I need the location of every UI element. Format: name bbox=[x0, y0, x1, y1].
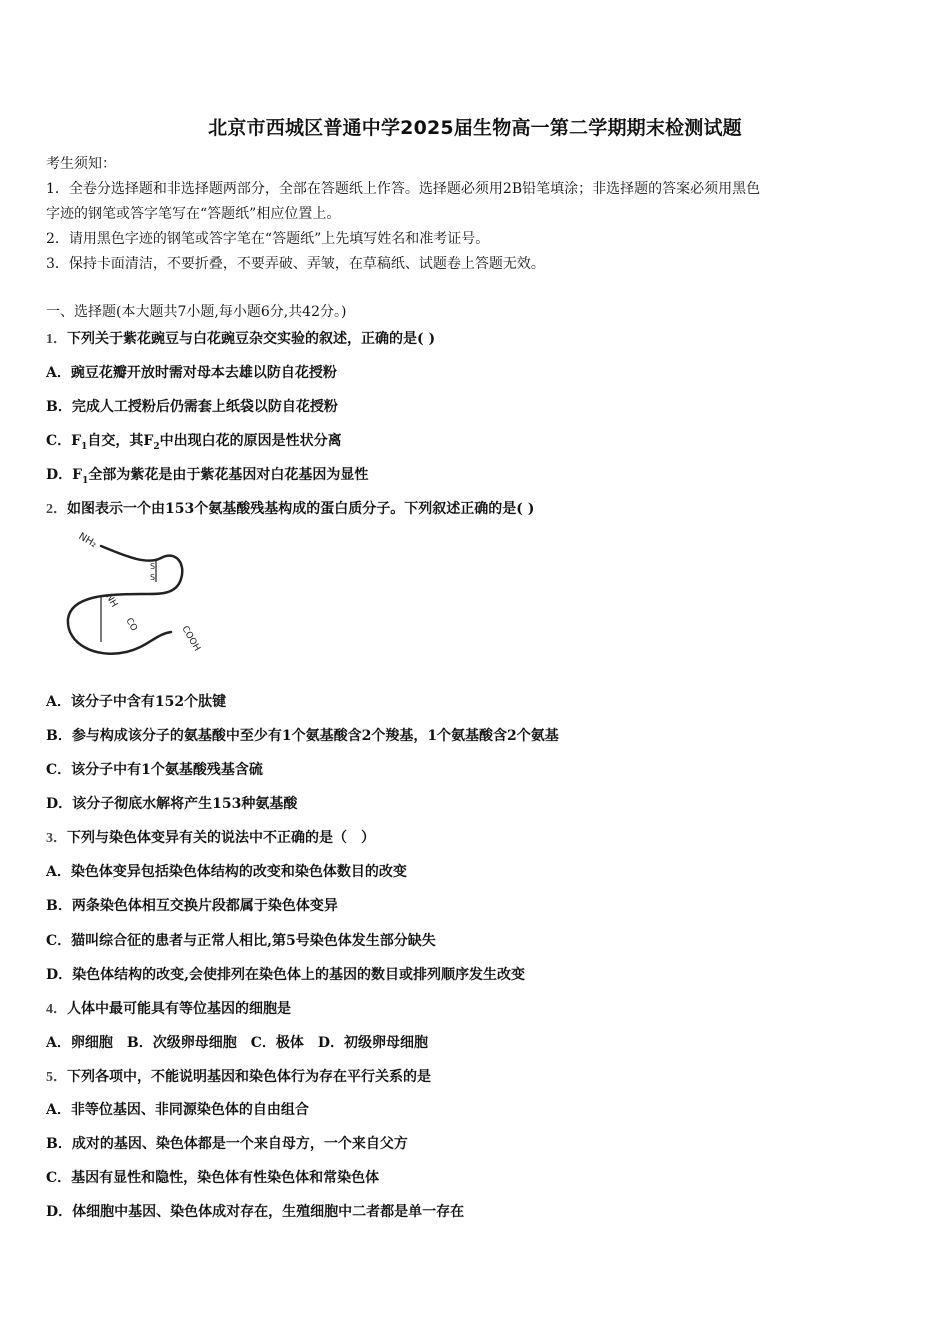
q2-option-b: B．参与构成该分子的氨基酸中至少有1个氨基酸含2个羧基，1个氨基酸含2个氨基 bbox=[46, 728, 559, 744]
q4-option-a: A．卵细胞 bbox=[46, 1035, 113, 1051]
q5-option-a: A．非等位基因、非同源染色体的自由组合 bbox=[46, 1102, 309, 1118]
q5-number: 5． bbox=[46, 1070, 67, 1085]
q1-c-sub1: 1 bbox=[81, 441, 88, 452]
notice-heading: 考生须知： bbox=[46, 156, 116, 172]
q2-stem bbox=[46, 498, 534, 518]
q2-option-a: A．该分子中含有152个肽键 bbox=[46, 694, 227, 710]
q5-stem bbox=[46, 1066, 431, 1086]
notice-block bbox=[46, 152, 906, 277]
q4-stem-text: 人体中最可能具有等位基因的细胞是 bbox=[67, 1001, 291, 1017]
q1-c-pre: C．F bbox=[46, 433, 82, 449]
q1-number: 1． bbox=[46, 332, 67, 347]
section-heading: 一、选择题(本大题共7小题,每小题6分,共42分。) bbox=[46, 304, 347, 320]
q3-stem bbox=[46, 827, 375, 847]
notice-item-3: 3．保持卡面清洁，不要折叠，不要弄破、弄皱，在草稿纸、试题卷上答题无效。 bbox=[46, 256, 545, 272]
q3-option-d: D．染色体结构的改变,会使排列在染色体上的基因的数目或排列顺序发生改变 bbox=[46, 967, 526, 983]
q1-option-d bbox=[46, 464, 368, 486]
co-label: CO bbox=[123, 616, 139, 634]
q5-option-c: C．基因有显性和隐性，染色体有性染色体和常染色体 bbox=[46, 1170, 380, 1186]
q5-stem-text: 下列各项中，不能说明基因和染色体行为存在平行关系的是 bbox=[67, 1069, 431, 1085]
q3-number: 3． bbox=[46, 831, 67, 846]
q4-option-c: C．极体 bbox=[250, 1035, 304, 1051]
notice-item-1: 1．全卷分选择题和非选择题两部分，全部在答题纸上作答。选择题必须用2B铅笔填涂；非选择题的答案必须用黑色 bbox=[46, 181, 761, 197]
q1-option-a: A．豌豆花瓣开放时需对母本去雄以防自花授粉 bbox=[46, 365, 337, 381]
q1-d-pre: D．F bbox=[46, 467, 83, 483]
q3-option-c: C．猫叫综合征的患者与正常人相比,第5号染色体发生部分缺失 bbox=[46, 933, 436, 949]
q1-option-c bbox=[46, 430, 342, 452]
q4-number: 4． bbox=[46, 1002, 67, 1017]
q4-stem bbox=[46, 998, 291, 1018]
q1-c-post: 中出现白花的原因是性状分离 bbox=[159, 433, 342, 449]
q1-d-sub: 1 bbox=[82, 475, 89, 486]
nh-label: NH bbox=[103, 592, 119, 610]
q1-stem bbox=[46, 328, 435, 348]
q5-option-b: B．成对的基因、染色体都是一个来自母方，一个来自父方 bbox=[46, 1136, 408, 1152]
q4-option-d: D．初级卵母细胞 bbox=[317, 1035, 429, 1051]
q4-option-b: B．次级卵母细胞 bbox=[126, 1035, 237, 1051]
nh2-label: NH₂ bbox=[76, 531, 99, 551]
q5-option-d: D．体细胞中基因、染色体成对存在，生殖细胞中二者都是单一存在 bbox=[46, 1204, 465, 1220]
q1-c-sub2: 2 bbox=[153, 441, 160, 452]
notice-item-1-cont: 字迹的钢笔或答字笔写在“答题纸”相应位置上。 bbox=[46, 206, 341, 222]
q1-stem-text: 下列关于紫花豌豆与白花豌豆杂交实验的叙述，正确的是( ) bbox=[67, 331, 436, 347]
q3-option-b: B．两条染色体相互交换片段都属于染色体变异 bbox=[46, 898, 338, 914]
ss-label-2: S bbox=[150, 573, 156, 582]
q4-options bbox=[46, 1032, 442, 1052]
cooh-label: COOH bbox=[179, 624, 202, 654]
q2-stem-text: 如图表示一个由153个氨基酸残基构成的蛋白质分子。下列叙述正确的是( ) bbox=[67, 501, 535, 517]
protein-chain bbox=[68, 546, 182, 654]
q1-d-post: 全部为紫花是由于紫花基因对白花基因为显性 bbox=[88, 467, 369, 483]
q3-option-a: A．染色体变异包括染色体结构的改变和染色体数目的改变 bbox=[46, 864, 407, 880]
page-title: 北京市西城区普通中学2025届生物高一第二学期期末检测试题 bbox=[208, 117, 742, 139]
q1-option-b: B．完成人工授粉后仍需套上纸袋以防自花授粉 bbox=[46, 399, 338, 415]
q2-option-c: C．该分子中有1个氨基酸残基含硫 bbox=[46, 762, 263, 778]
protein-diagram bbox=[46, 524, 216, 664]
q3-stem-text: 下列与染色体变异有关的说法中不正确的是（ ） bbox=[67, 830, 375, 846]
q1-c-mid: 自交，其F bbox=[87, 433, 154, 449]
q2-option-d: D．该分子彻底水解将产生153种氨基酸 bbox=[46, 796, 298, 812]
q2-number: 2． bbox=[46, 502, 67, 517]
notice-item-2: 2．请用黑色字迹的钢笔或答字笔在“答题纸”上先填写姓名和准考证号。 bbox=[46, 231, 490, 247]
ss-label-1: S bbox=[150, 562, 156, 571]
